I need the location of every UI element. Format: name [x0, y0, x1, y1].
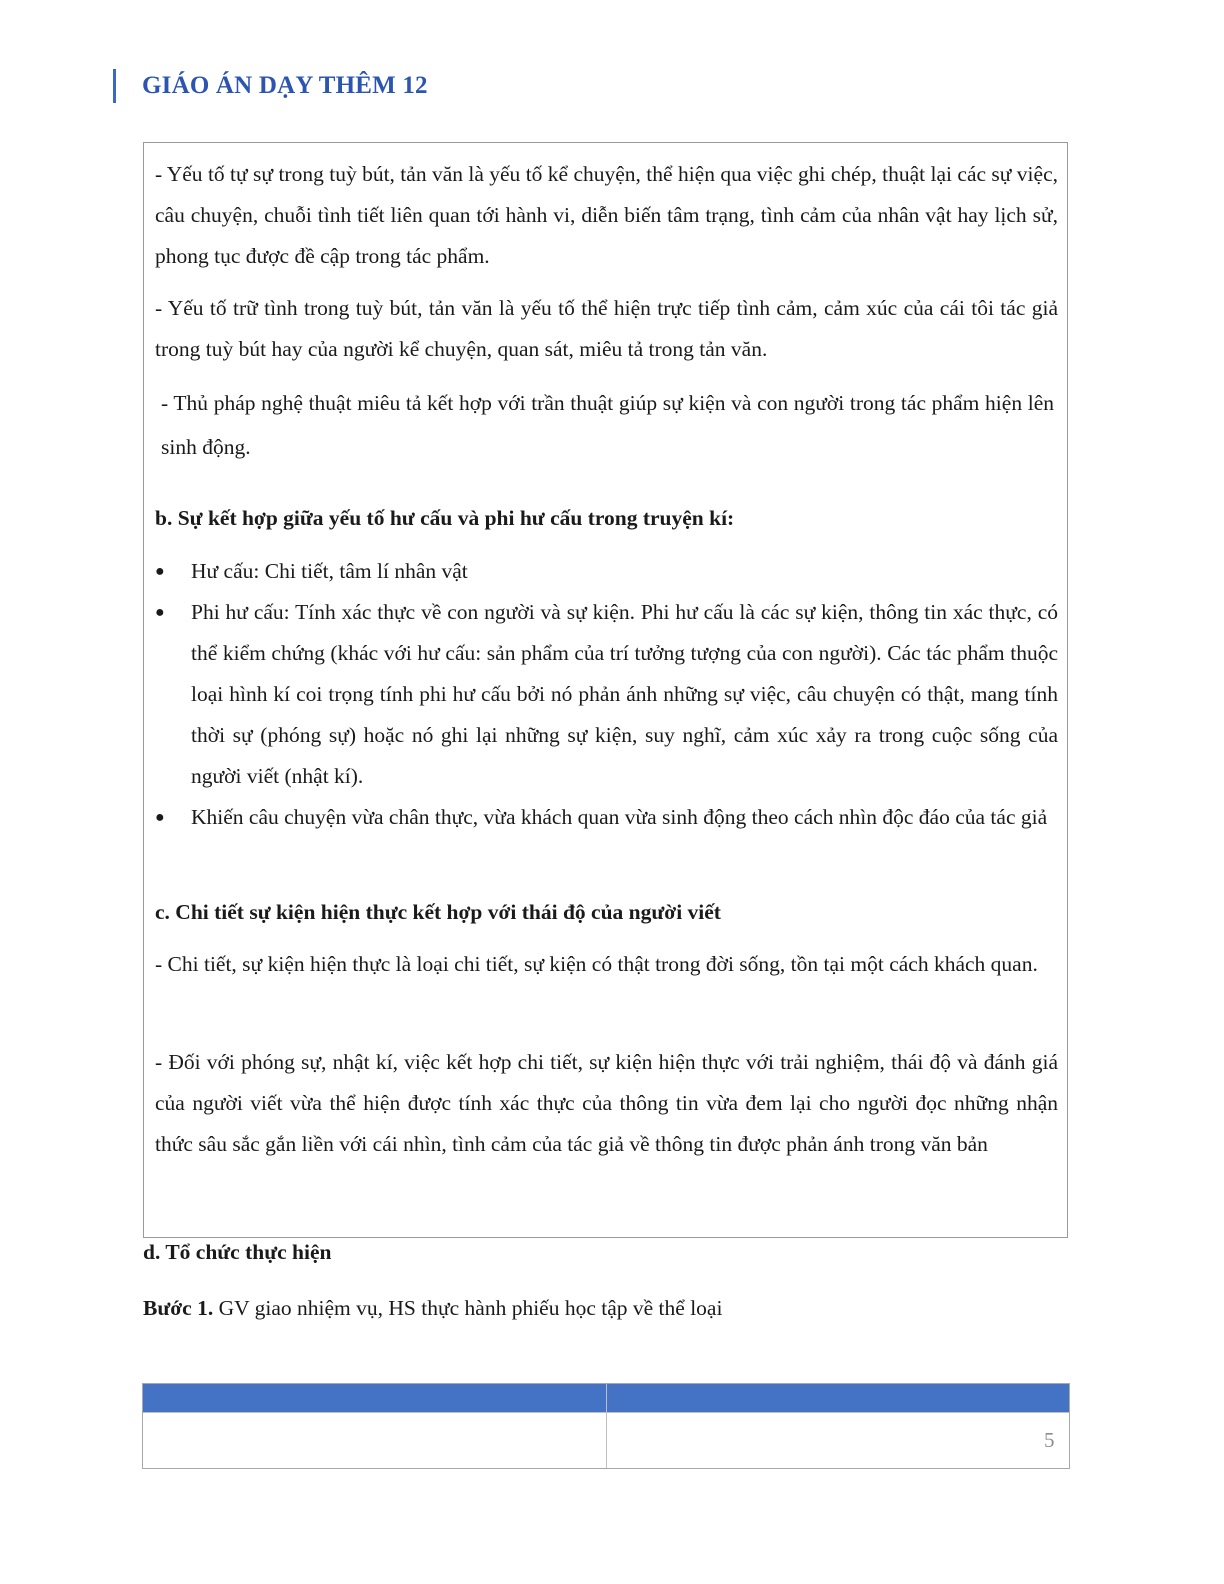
paragraph-real-details: - Chi tiết, sự kiện hiện thực là loại chi tiết, sự kiện có thật trong đời sống, tồn tại một cách khách quan.: [155, 952, 1038, 976]
list-item: [155, 592, 1058, 797]
content-box: [143, 142, 1068, 1238]
paragraph-technique: - Thủ pháp nghệ thuật miêu tả kết hợp với trần thuật giúp sự kiện và con người trong tác phẩm hiện lên sinh động.: [161, 391, 1054, 459]
step-1: [143, 1296, 722, 1321]
bullet-icon: ●: [155, 809, 165, 826]
bullet-text: Khiến câu chuyện vừa chân thực, vừa khách quan vừa sinh động theo cách nhìn độc đáo của tác giả: [191, 805, 1048, 829]
header-accent-bar: [113, 69, 116, 103]
header-title: GIÁO ÁN DẠY THÊM 12: [142, 72, 428, 99]
bullet-text: Phi hư cấu: Tính xác thực về con người và sự kiện. Phi hư cấu là các sự kiện, thông tin xác thực, có thể kiểm chứng (khác với hư cấu: sản phẩm của trí tưởng tượng của con người). Các tác phẩm thuộc loại hình kí coi trọng tính phi hư cấu bởi nó phản ánh những sự việc, câu chuyện có thật, mang tính thời sự (phóng sự) hoặc nó ghi lại những sự kiện, suy nghĩ, cảm xúc xảy ra trong cuộc sống của người viết (nhật kí).: [191, 600, 1058, 788]
bullet-icon: ●: [155, 604, 165, 621]
table-column-divider: [606, 1384, 607, 1468]
step-1-text: GV giao nhiệm vụ, HS thực hành phiếu học tập về thể loại: [213, 1296, 723, 1320]
paragraph-narrative: - Yếu tố tự sự trong tuỳ bút, tản văn là yếu tố kể chuyện, thể hiện qua việc ghi chép, thuật lại các sự việc, câu chuyện, chuỗi tình tiết liên quan tới hành vi, diễn biến tâm trạng, tình cảm của nhân vật hay lịch sử, phong tục được đề cập trong tác phẩm.: [155, 162, 1058, 268]
heading-d: d. Tổ chức thực hiện: [143, 1240, 332, 1264]
list-item: [155, 797, 1058, 838]
page-number: 5: [1044, 1428, 1055, 1452]
bullet-text: Hư cấu: Chi tiết, tâm lí nhân vật: [191, 559, 468, 583]
page-header: [113, 68, 428, 104]
bullet-icon: ●: [155, 563, 165, 580]
paragraph-reportage: - Đối với phóng sự, nhật kí, việc kết hợp chi tiết, sự kiện hiện thực với trải nghiệm, thái độ và đánh giá của người viết vừa thể hiện được tính xác thực của thông tin vừa đem lại cho người đọc những nhận thức sâu sắc gắn liền với cái nhìn, tình cảm của tác giả về thông tin được phản ánh trong văn bản: [155, 1050, 1058, 1156]
worksheet-table: [142, 1383, 1070, 1469]
heading-c: c. Chi tiết sự kiện hiện thực kết hợp với thái độ của người viết: [155, 900, 721, 924]
step-1-label: Bước 1.: [143, 1296, 214, 1320]
heading-b: b. Sự kết hợp giữa yếu tố hư cấu và phi hư cấu trong truyện kí:: [155, 506, 735, 530]
paragraph-lyrical: - Yếu tố trữ tình trong tuỳ bút, tản văn là yếu tố thể hiện trực tiếp tình cảm, cảm xúc của cái tôi tác giả trong tuỳ bút hay của người kể chuyện, quan sát, miêu tả trong tản văn.: [155, 296, 1058, 361]
list-item: [155, 551, 1058, 592]
